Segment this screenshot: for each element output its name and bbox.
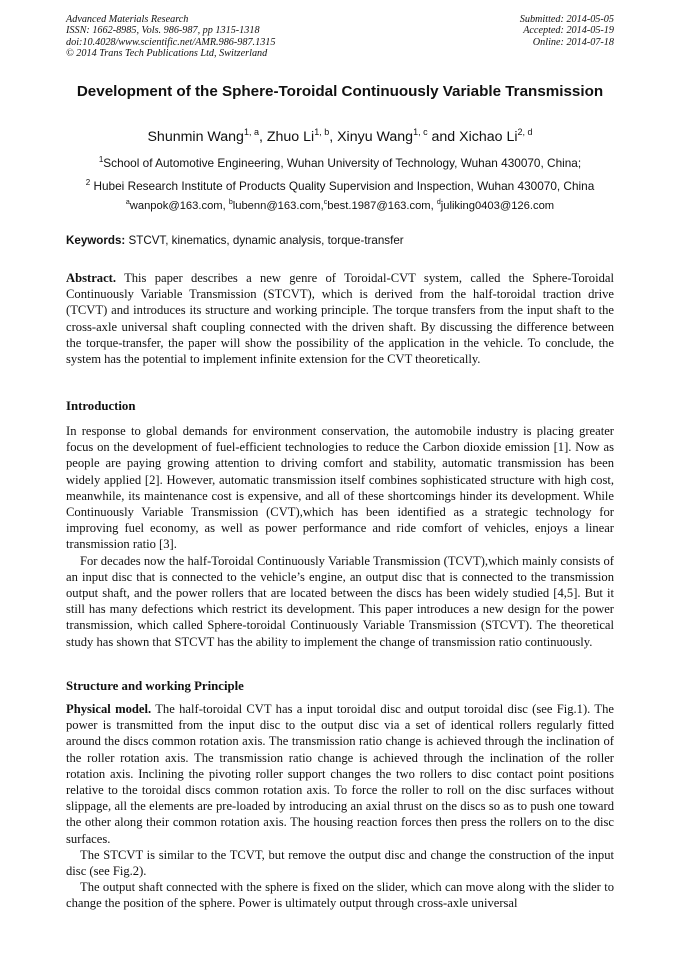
- affiliation-number: 2: [85, 178, 91, 187]
- author-separator: and: [427, 129, 460, 145]
- body-paragraph: In response to global demands for environment conservation, the automobile industry is placing greater focus on the development of fuel-efficient technologies to reduce the Carbon dioxide emission [1]. Now as people are paying growing attention to driving comfort and stability, automatic transmission has been widely applied [2]. However, automatic transmission itself combines sophisticated structure with high cost, meanwhile, its maintenance cost is expensive, and all of these shortcomings hinder its development. While Continuously Variable Transmission (CVT),which has been identified as a strategic technology for improving fuel economy, as well as power performance and ride comfort of vehicles, enjoys a linear transmission ratio [3].: [66, 424, 614, 552]
- journal-info: [66, 14, 275, 60]
- author-affiliation-mark: 1, a: [243, 127, 259, 137]
- author-list: [66, 128, 614, 146]
- body-paragraph: For decades now the half-Toroidal Continuously Variable Transmission (TCVT),which mainly consists of an input disc that is connected to the vehicle’s engine, an output disc that is connected to the transmission output shaft, and the power rollers that are located between the discs has been widely studied [4,5]. But it still has many defections which restrict its development. This paper introduces a new design for the power transmission, which called Sphere-toroidal Continuously Variable Transmission (STCVT). The theoretical study has shown that STCVT has the ability to implement the change of transmission ratio continuously.: [66, 553, 614, 649]
- author-name: Shunmin Wang: [147, 129, 244, 145]
- email-address[interactable]: wanpok@163.com,: [129, 200, 229, 212]
- abstract-section: [66, 270, 614, 367]
- physical-model-text: The half-toroidal CVT has a input toroidal disc and output toroidal disc (see Fig.1). The power is transmitted from the input disc to the output disc via a set of identical rollers regularly fitted around the discs common rotation axis. The transmission ratio change is achieved through the inclination of the roller rotation axis. The transmission ratio change is achieved through the inclination of the roller rotation axis. Inclining the pivoting roller support changes the two rollers to disc contact point positions relative to the toroidal discs common rotation axis. To force the roller to roll on the disc surfaces without slippage, all the elements are pre-loaded by introducing an axial thrust on the discs so as to push one toward the other along their common rotation axis. The housing reaction forces then press the rollers on to the disc surfaces.: [66, 702, 614, 846]
- author-affiliation-mark: 1, b: [314, 127, 330, 137]
- author-name: Zhuo Li: [266, 129, 315, 145]
- email-mark: a: [125, 199, 130, 206]
- affiliation-text: Hubei Research Institute of Products Quality Supervision and Inspection, Wuhan 430070, China: [90, 179, 595, 193]
- affiliation-1: [66, 156, 614, 170]
- submitted-date: Submitted: 2014-05-05: [519, 14, 614, 25]
- keywords-line: [66, 234, 614, 247]
- online-date: Online: 2014-07-18: [532, 36, 614, 48]
- keywords-text: STCVT, kinematics, dynamic analysis, torque-transfer: [125, 234, 404, 247]
- email-mark: c: [323, 199, 328, 206]
- structure-section: [66, 701, 614, 912]
- doi-line[interactable]: doi:10.4028/www.scientific.net/AMR.986-987.1315: [66, 36, 276, 48]
- body-paragraph: The output shaft connected with the sphere is fixed on the slider, which can move along with the slider to change the position of the sphere. Power is ultimately output through cross-axle universal: [66, 880, 614, 911]
- copyright-line: © 2014 Trans Tech Publications Ltd, Switzerland: [66, 48, 268, 60]
- author-emails: [66, 200, 614, 212]
- affiliation-text: School of Automotive Engineering, Wuhan University of Technology, Wuhan 430070, China;: [103, 156, 582, 170]
- affiliation-2: [66, 179, 614, 193]
- email-address[interactable]: juliking0403@126.com: [440, 200, 555, 212]
- journal-name: Advanced Materials Research: [66, 14, 189, 25]
- introduction-heading: Introduction: [66, 399, 136, 413]
- body-paragraph: The STCVT is similar to the TCVT, but remove the output disc and change the construction of the input disc (see Fig.2).: [66, 847, 614, 879]
- email-address[interactable]: lubenn@163.com,: [232, 200, 324, 212]
- email-mark: d: [436, 199, 441, 206]
- publication-dates: [520, 14, 614, 48]
- abstract-label: Abstract.: [66, 271, 117, 285]
- author-name: Xinyu Wang: [337, 129, 414, 145]
- keywords-label: Keywords:: [66, 234, 126, 247]
- accepted-date: Accepted: 2014-05-19: [523, 25, 614, 37]
- affiliation-number: 1: [98, 155, 104, 164]
- introduction-section: [66, 423, 614, 650]
- author-separator: ,: [258, 129, 267, 145]
- abstract-text: This paper describes a new genre of Toroidal-CVT system, called the Sphere-Toroidal Continuously Variable Transmission (STCVT), which is derived from the half-toroidal traction drive (TCVT) and introduces its structure and working principle. The torque transfers from the input shaft to the cross-axle universal shaft coupling connected with the driven shaft. By discussing the difference between the torque-transfer, the paper will show the possibility of the application in the vehicle. To conclude, the system has the potential to implement infinite extension for the CVT theoretically.: [66, 271, 614, 367]
- email-address[interactable]: best.1987@163.com,: [327, 200, 437, 212]
- author-affiliation-mark: 1, c: [413, 127, 428, 137]
- issn-line: ISSN: 1662-8985, Vols. 986-987, pp 1315-1318: [66, 25, 260, 37]
- paper-title: Development of the Sphere-Toroidal Continuously Variable Transmission: [76, 83, 604, 100]
- body-paragraph: [66, 701, 614, 847]
- physical-model-label: Physical model.: [66, 702, 152, 716]
- email-mark: b: [228, 199, 233, 206]
- structure-heading: Structure and working Principle: [66, 679, 244, 693]
- author-name: Xichao Li: [459, 129, 518, 145]
- author-affiliation-mark: 2, d: [517, 127, 533, 137]
- abstract-paragraph: [66, 270, 614, 367]
- author-separator: ,: [329, 129, 338, 145]
